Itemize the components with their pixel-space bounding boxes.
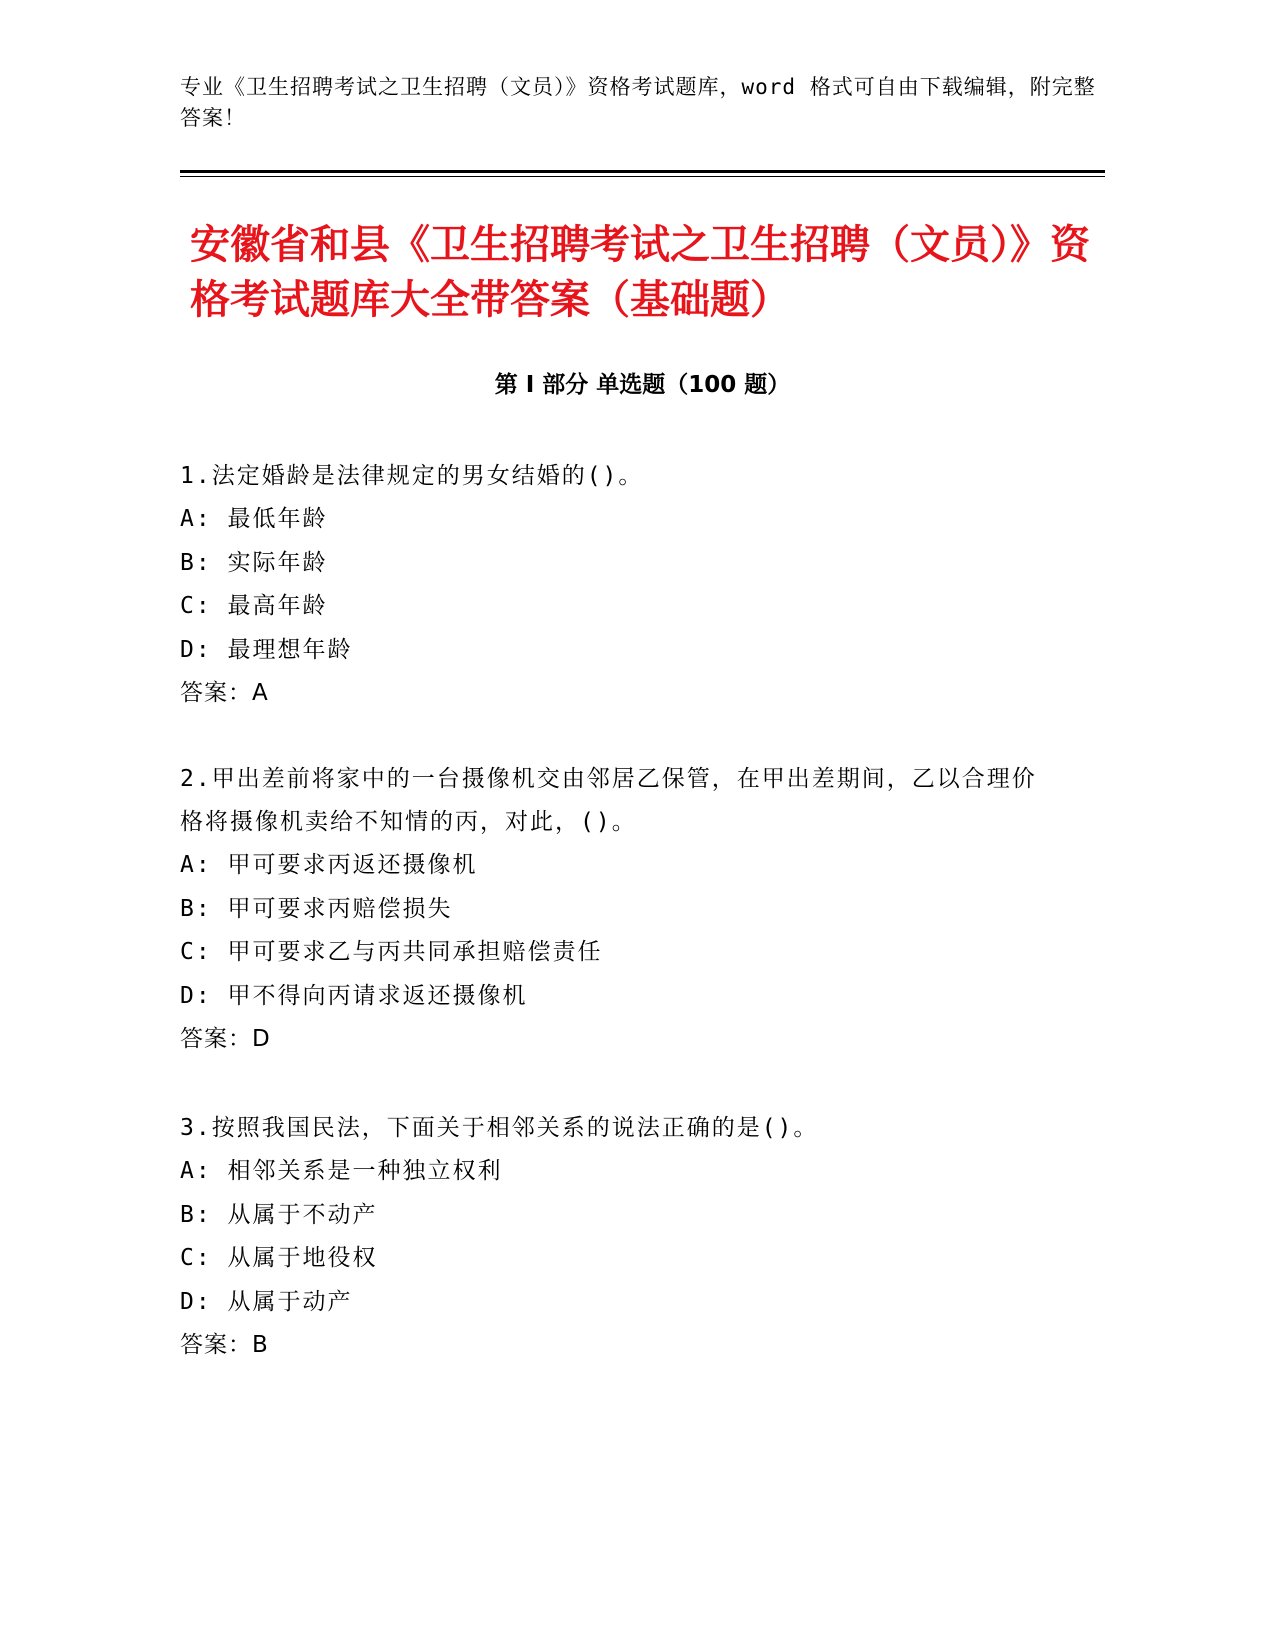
answer: 答案：D: [180, 1026, 271, 1052]
option-b: B: 甲可要求丙赔偿损失: [180, 895, 453, 922]
option-c: C: 从属于地役权: [180, 1245, 378, 1271]
document-title: 安徽省和县《卫生招聘考试之卫生招聘（文员）》资格考试题库大全带答案（基础题）: [190, 222, 1090, 323]
option-b: B: 从属于不动产: [180, 1201, 378, 1228]
option-c: C: 最高年龄: [180, 593, 328, 619]
header-rule-thick: [180, 170, 1105, 173]
option-a: A: 相邻关系是一种独立权利: [180, 1158, 503, 1184]
option-b: B: 实际年龄: [180, 549, 328, 576]
question-3: [180, 1107, 1060, 1368]
section-title: 第 I 部分 单选题（100 题）: [494, 372, 791, 398]
header-rule-thin: [180, 176, 1105, 177]
option-a: A: 最低年龄: [180, 506, 328, 532]
option-d: D: 从属于动产: [180, 1288, 353, 1315]
option-a: A: 甲可要求丙返还摄像机: [180, 852, 478, 878]
question-stem: 2.甲出差前将家中的一台摄像机交由邻居乙保管，在甲出差期间，乙以合理价格将摄像机卖给不知情的丙，对此，()。: [180, 766, 1037, 835]
question-2: [180, 758, 1060, 1062]
option-d: D: 最理想年龄: [180, 636, 353, 663]
question-stem: 3.按照我国民法，下面关于相邻关系的说法正确的是()。: [180, 1115, 819, 1141]
question-1: [180, 455, 1060, 716]
answer: 答案：A: [180, 680, 269, 706]
header-note: 专业《卫生招聘考试之卫生招聘（文员）》资格考试题库，word 格式可自由下载编辑，附完整答案！: [180, 75, 1096, 130]
option-d: D: 甲不得向丙请求返还摄像机: [180, 982, 528, 1009]
option-c: C: 甲可要求乙与丙共同承担赔偿责任: [180, 939, 603, 965]
question-stem: 1.法定婚龄是法律规定的男女结婚的()。: [180, 463, 644, 489]
answer: 答案：B: [180, 1332, 269, 1358]
